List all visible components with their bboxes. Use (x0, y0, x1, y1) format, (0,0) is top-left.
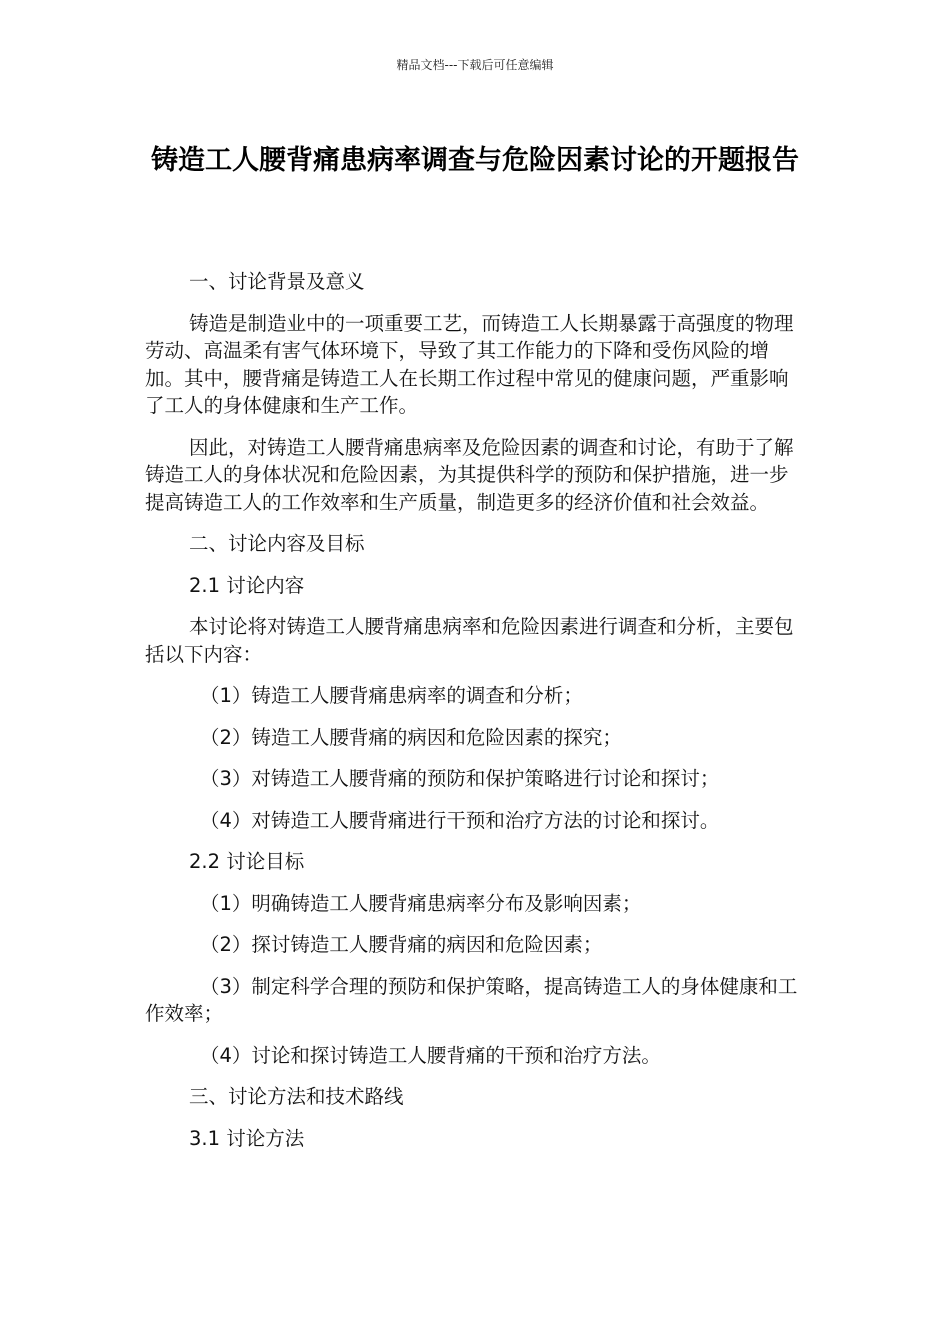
section-heading: 三、讨论方法和技术路线 (189, 1085, 404, 1108)
document-body (145, 268, 805, 1166)
list-item: （4）讨论和探讨铸造工人腰背痛的干预和治疗方法。 (200, 1043, 661, 1067)
subsection-heading: 3.1 讨论方法 (189, 1126, 305, 1150)
list-item: （4）对铸造工人腰背痛进行干预和治疗方法的讨论和探讨。 (200, 808, 720, 832)
page-header: 精品文档---下载后可任意编辑 (396, 58, 554, 72)
body-paragraph: 铸造是制造业中的一项重要工艺，而铸造工人长期暴露于高强度的物理劳动、高温柔有害气体环境下，导致了其工作能力的下降和受伤风险的增加。其中，腰背痛是铸造工人在长期工作过程中常见的健康问题，严重影响了工人的身体健康和生产工作。 (145, 311, 794, 417)
list-item: （1）铸造工人腰背痛患病率的调查和分析； (200, 684, 583, 707)
section-heading: 一、讨论背景及意义 (189, 270, 365, 293)
list-item: （1）明确铸造工人腰背痛患病率分布及影响因素； (200, 891, 642, 915)
list-item: （2）探讨铸造工人腰背痛的病因和危险因素； (200, 933, 603, 956)
subsection-heading: 2.2 讨论目标 (189, 850, 305, 873)
document-title: 铸造工人腰背痛患病率调查与危险因素讨论的开题报告 (151, 145, 799, 176)
subsection-heading: 2.1 讨论内容 (189, 573, 305, 597)
list-item: （3）制定科学合理的预防和保护策略，提高铸造工人的身体健康和工作效率； (145, 974, 798, 1025)
list-item: （2）铸造工人腰背痛的病因和危险因素的探究； (200, 725, 622, 749)
section-heading: 二、讨论内容及目标 (189, 532, 365, 555)
body-paragraph: 本讨论将对铸造工人腰背痛患病率和危险因素进行调查和分析，主要包括以下内容： (145, 615, 794, 666)
list-item: （3）对铸造工人腰背痛的预防和保护策略进行讨论和探讨； (200, 767, 720, 790)
body-paragraph: 因此，对铸造工人腰背痛患病率及危险因素的调查和讨论，有助于了解铸造工人的身体状况和危险因素，为其提供科学的预防和保护措施，进一步提高铸造工人的工作效率和生产质量，制造更多的经济价值和社会效益。 (145, 435, 794, 514)
